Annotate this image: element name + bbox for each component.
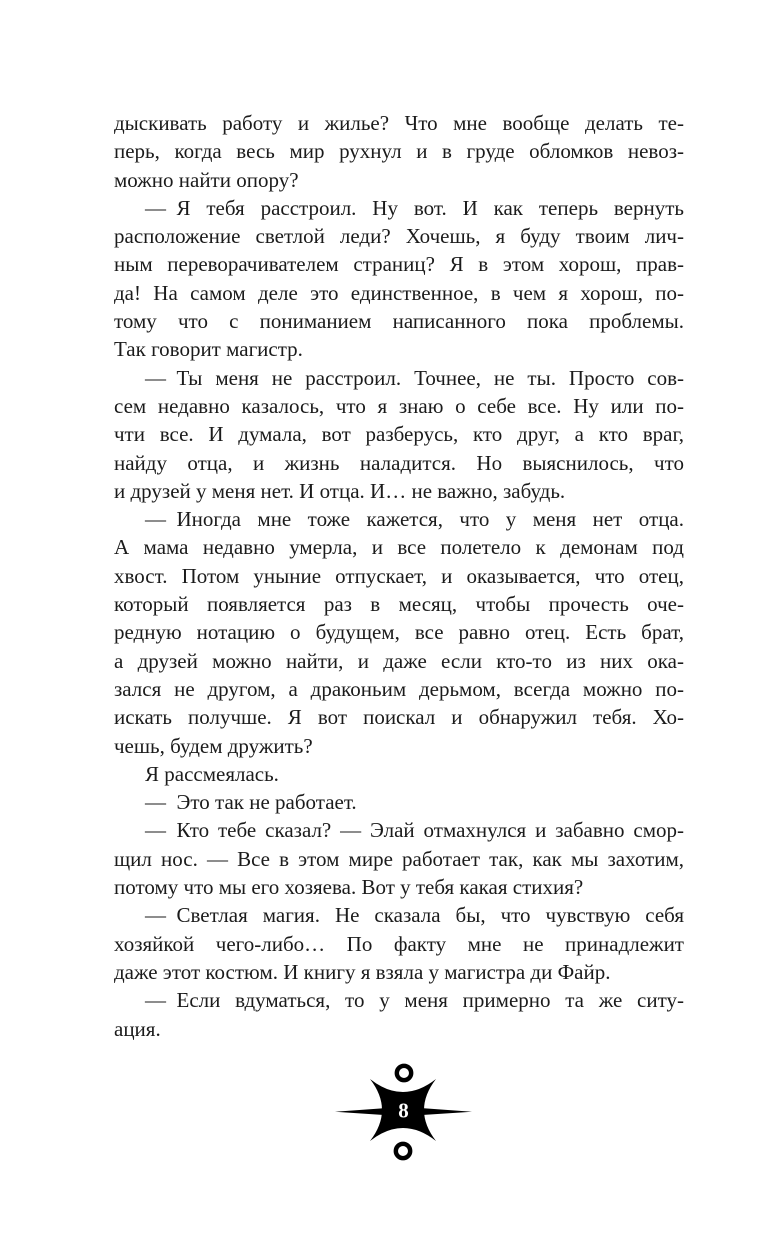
text-line: искать получше. Я вот поискал и обнаружил тебя. Хо- — [114, 705, 684, 730]
text-line: можно найти опору? — [114, 167, 299, 192]
text-line: чешь, будем дружить? — [114, 733, 313, 758]
text-line: — Иногда мне тоже кажется, что у меня нет отца. — [145, 507, 684, 532]
page-number: 8 — [398, 1098, 409, 1123]
text-line: ация. — [114, 1016, 161, 1041]
text-line: — Кто тебе сказал? — Элай отмахнулся и забавно смор- — [145, 818, 684, 843]
paragraph — [114, 901, 684, 986]
text-line: хвост. Потом уныние отпускает, и оказывается, что отец, — [114, 563, 684, 588]
text-line: дыскивать работу и жилье? Что мне вообще делать те- — [114, 111, 684, 135]
text-line: ным переворачивателем страниц? Я в этом хорош, прав- — [114, 252, 684, 277]
text-line: расположение светлой леди? Хочешь, я буду твоим лич- — [114, 224, 684, 249]
text-block — [114, 109, 684, 1043]
paragraph — [114, 788, 684, 816]
ornament-top-ring-icon — [397, 1066, 411, 1080]
text-line: потому что мы его хозяева. Вот у тебя какая стихия? — [114, 875, 584, 900]
text-line: — Светлая магия. Не сказала бы, что чувствую себя — [145, 903, 684, 928]
text-line: редную нотацию о будущем, все равно отец. Есть брат, — [114, 620, 684, 645]
page-number-ornament — [333, 1062, 474, 1164]
text-line: перь, когда весь мир рухнул и в груде обломков невоз- — [114, 139, 684, 164]
text-line: — Я тебя расстроил. Ну вот. И как теперь вернуть — [145, 195, 684, 220]
paragraph — [114, 505, 684, 760]
text-line: чти все. И думала, вот разберусь, кто друг, а кто враг, — [114, 422, 684, 447]
text-line: сем недавно казалось, что я знаю о себе все. Ну или по- — [114, 393, 684, 418]
ornament-bottom-ring-icon — [396, 1144, 410, 1158]
text-line: и друзей у меня нет. И отца. И… не важно, забудь. — [114, 478, 566, 503]
text-line: а друзей можно найти, и даже если кто-то из них ока- — [114, 648, 684, 673]
text-line: да! На самом деле это единственное, в чем я хорош, по- — [114, 280, 684, 305]
text-line: найду отца, и жизнь наладится. Но выяснилось, что — [114, 450, 684, 475]
text-line: даже этот костюм. И книгу я взяла у магистра ди Файр. — [114, 959, 611, 984]
text-line: — Если вдуматься, то у меня примерно та же ситу- — [145, 988, 684, 1013]
text-line: А мама недавно умерла, и все полетело к демонам под — [114, 535, 684, 560]
paragraph — [114, 364, 684, 505]
text-line: зался не другом, а драконьим дерьмом, всегда можно по- — [114, 676, 684, 701]
paragraph — [114, 194, 684, 364]
text-line: щил нос. — Все в этом мире работает так, как мы захотим, — [114, 846, 684, 871]
text-line: Так говорит магистр. — [114, 337, 303, 362]
text-line: — Ты меня не расстроил. Точнее, не ты. Просто сов- — [145, 365, 684, 390]
text-line: тому что с пониманием написанного пока проблемы. — [114, 309, 684, 334]
paragraph — [114, 816, 684, 901]
text-line: который появляется раз в месяц, чтобы прочесть оче- — [114, 592, 684, 617]
text-line: хозяйкой чего-либо… По факту мне не принадлежит — [114, 931, 684, 956]
paragraph — [114, 109, 684, 194]
text-line: — Это так не работает. — [145, 790, 357, 815]
paragraph — [114, 986, 684, 1043]
paragraph — [114, 760, 684, 788]
text-line: Я рассмеялась. — [145, 761, 279, 786]
